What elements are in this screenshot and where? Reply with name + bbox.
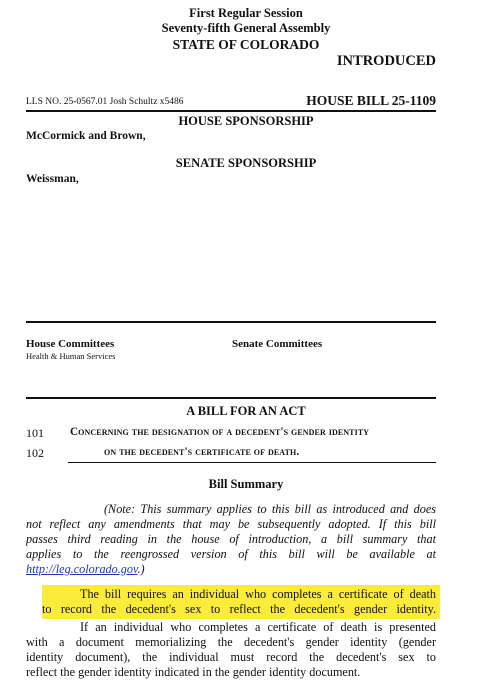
summary-paragraph-line: The bill requires an individual who completes a certificate of death — [80, 587, 436, 601]
house-committees-heading: House Committees — [26, 338, 115, 350]
act-title-underline — [68, 462, 436, 463]
senate-sponsorship-heading: SENATE SPONSORSHIP — [175, 156, 317, 170]
summary-heading: Bill Summary — [208, 477, 284, 491]
summary-paragraph-line: to record the decedent's sex to reflect the decedent's gender identity. — [42, 602, 436, 616]
summary-note-line: not reflect any amendments that may be subsequently adopted. If this bill — [26, 517, 436, 531]
committees-rule — [26, 321, 436, 323]
summary-paragraph-line: with a document memorializing the decedent's gender identity (gender — [26, 635, 436, 649]
summary-paragraph-line: If an individual who completes a certificate of death is presented — [80, 620, 436, 634]
leg-colorado-link[interactable]: http://leg.colorado.gov — [26, 562, 138, 576]
act-heading: A BILL FOR AN ACT — [186, 404, 306, 418]
act-title-line: on the decedent's certificate of death. — [104, 446, 300, 458]
house-committees-list: Health & Human Services — [26, 351, 116, 361]
summary-paragraph-line: identity document), the individual must record the decedent's sex to — [26, 650, 436, 664]
assembly-title: Seventy-fifth General Assembly — [161, 21, 331, 35]
house-sponsorship-heading: HOUSE SPONSORSHIP — [178, 114, 314, 128]
status-label: INTRODUCED — [336, 53, 436, 69]
senate-committees-heading: Senate Committees — [232, 338, 323, 350]
state-title: STATE OF COLORADO — [172, 37, 320, 52]
lls-number: LLS NO. 25-0567.01 Josh Schultz x5486 — [26, 97, 184, 107]
bill-number: HOUSE BILL 25-1109 — [306, 93, 436, 108]
act-title-line: Concerning the designation of a decedent's gender identity — [70, 426, 370, 438]
senate-sponsors: Weissman, — [26, 173, 79, 185]
header-rule — [26, 110, 436, 112]
act-rule — [26, 397, 436, 399]
session-title: First Regular Session — [189, 6, 303, 20]
summary-note-line: passes third reading in the house of introduction, a bill summary that — [26, 532, 436, 546]
line-number: 101 — [26, 426, 44, 440]
house-sponsors: McCormick and Brown, — [26, 130, 146, 142]
summary-note-tail: .) — [137, 562, 145, 576]
summary-note-line: (Note: This summary applies to this bill as introduced and does — [104, 502, 436, 516]
line-number: 102 — [26, 446, 44, 460]
summary-paragraph-line: reflect the gender identity indicated in the gender identity document. — [26, 665, 361, 679]
summary-note-last-line — [26, 562, 436, 577]
summary-note-line: applies to the reengrossed version of this bill will be available at — [26, 547, 436, 561]
